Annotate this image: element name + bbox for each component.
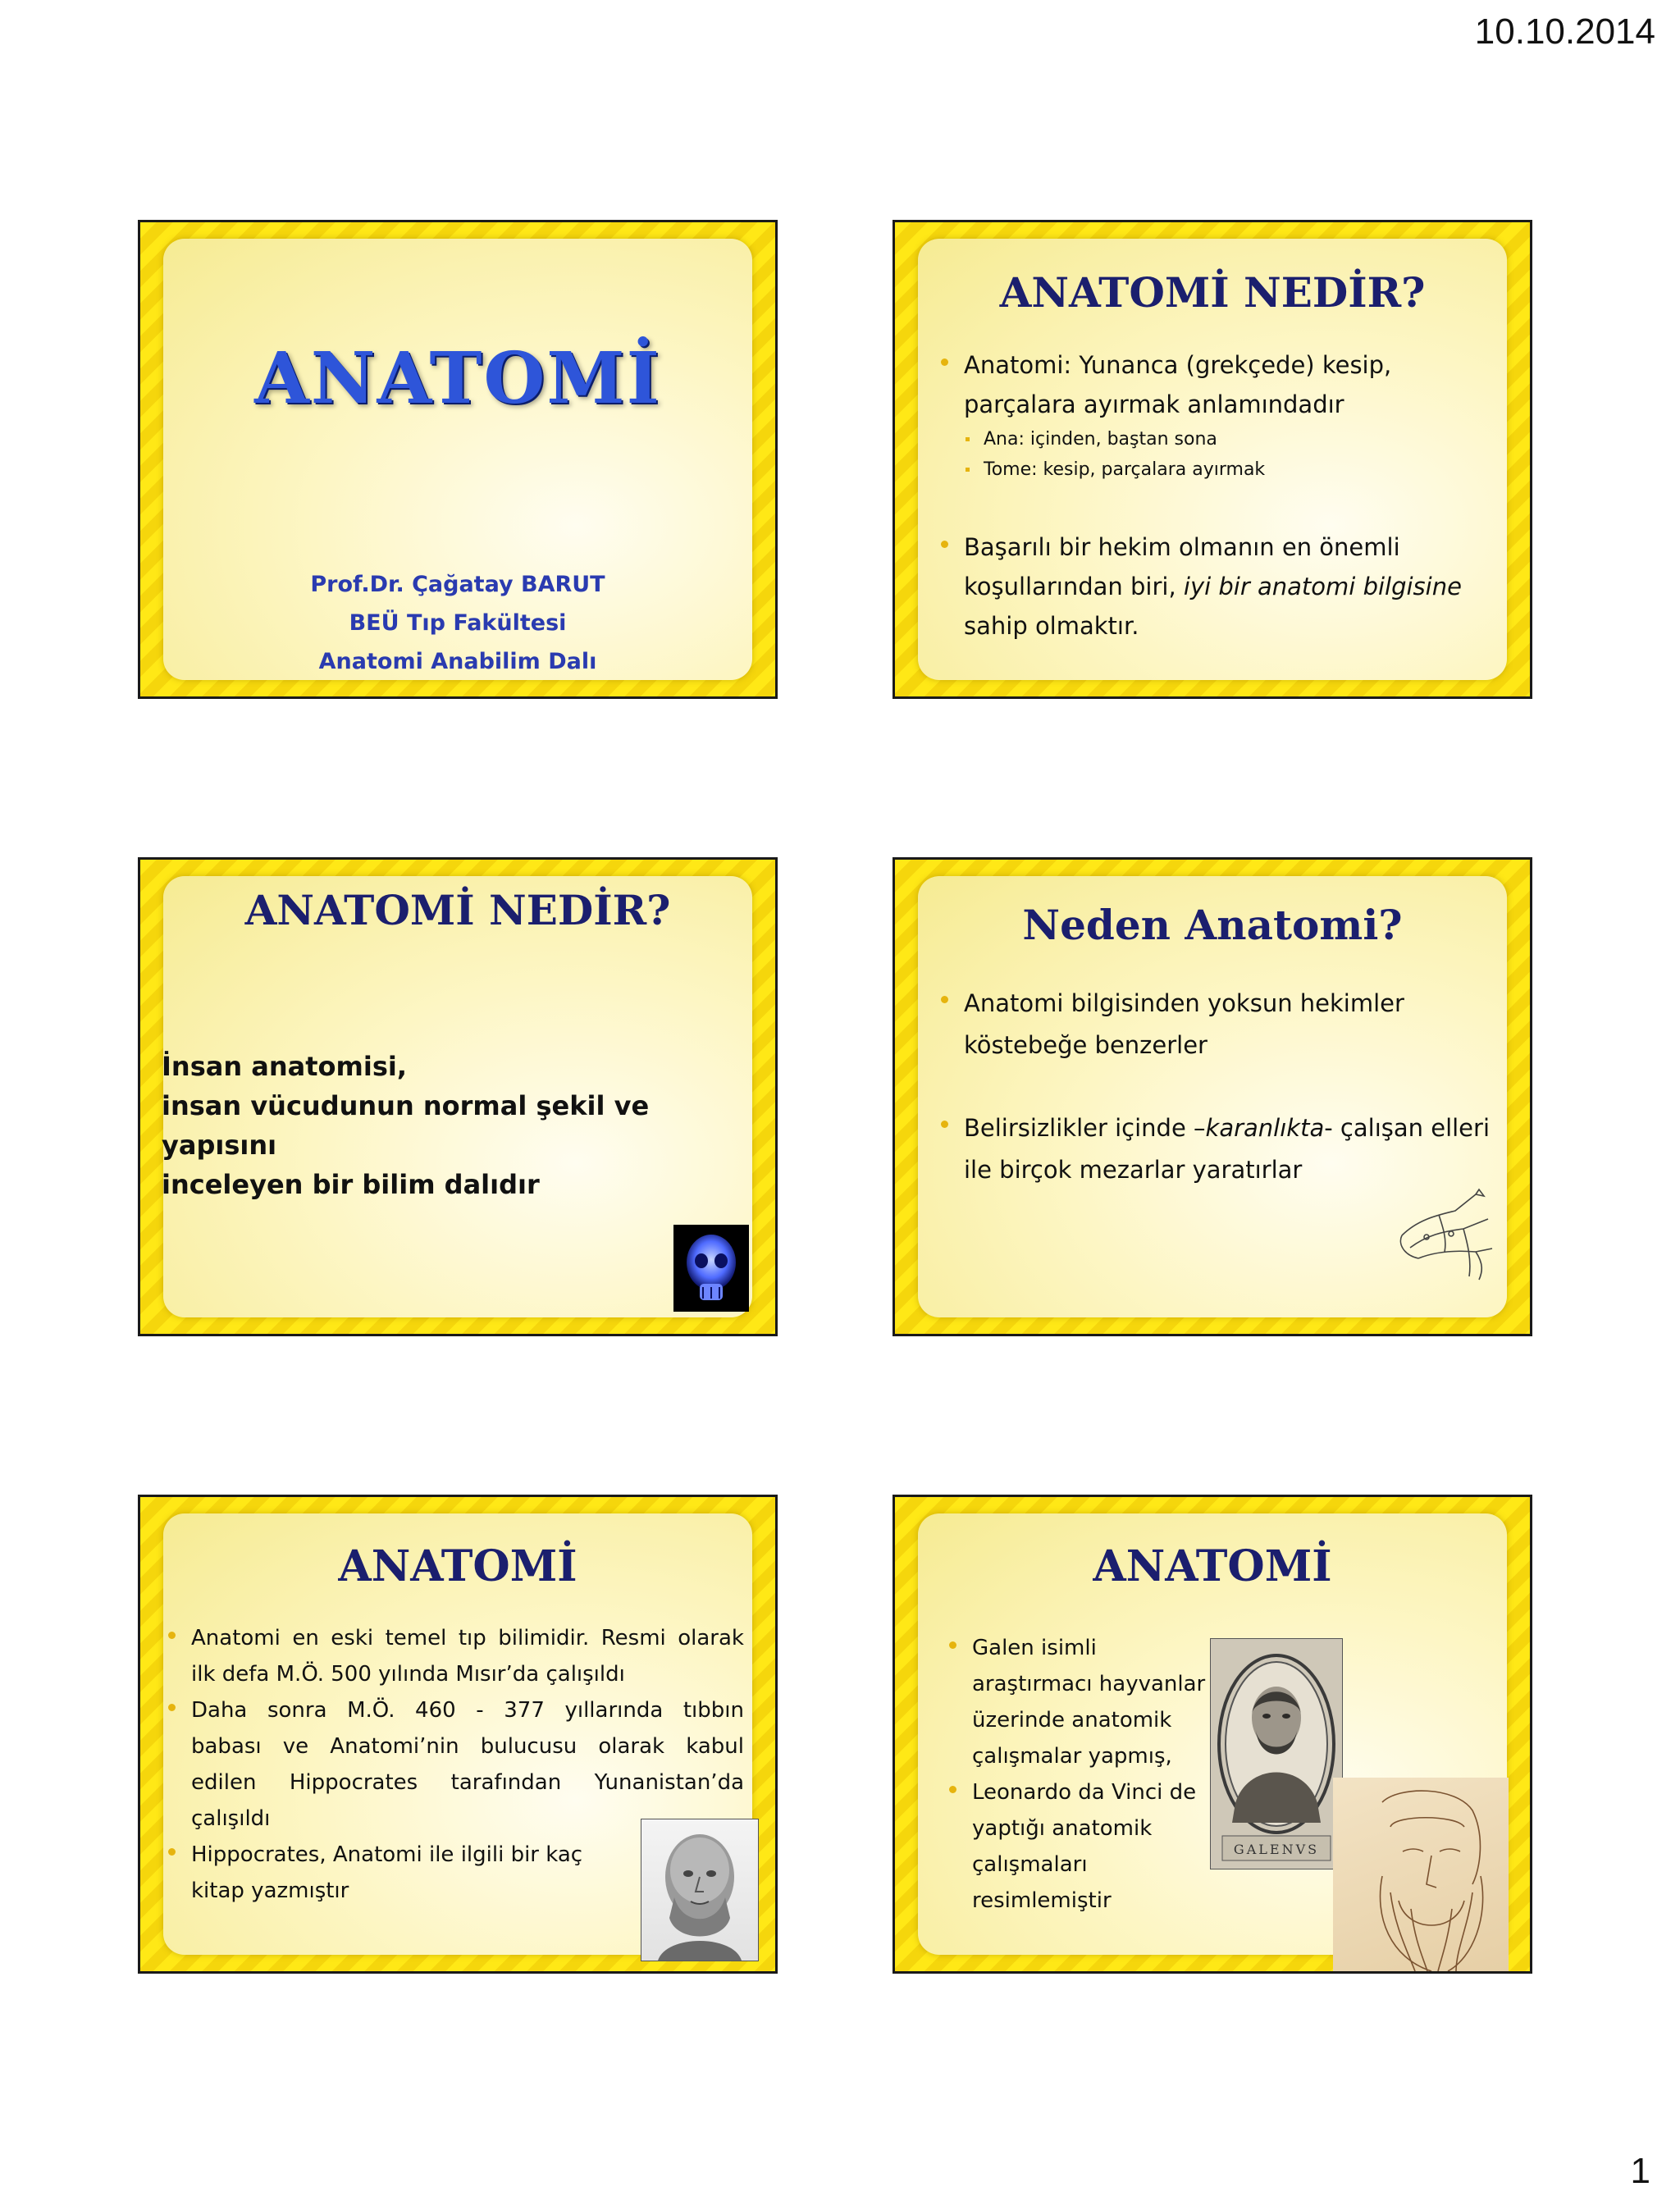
slide-3-body (162, 1047, 752, 1204)
bullet-text-part: - çalışan elleri (1324, 1114, 1491, 1142)
slide-4-content (939, 983, 1491, 1191)
bullet-text: Anatomi bilgisinden yoksun hekimler (964, 989, 1404, 1017)
bullet-text: ilk defa M.Ö. 500 yılında Mısır’da çalışıldı (191, 1662, 625, 1687)
bullet-text (964, 567, 1487, 606)
bullet-item (947, 1774, 1218, 1919)
bullet-item (947, 1630, 1218, 1774)
bullet-text: Anatomi: Yunanca (grekçede) kesip, (964, 351, 1392, 379)
page-number: 1 (1630, 2151, 1650, 2191)
author-department: Anatomi Anabilim Dalı (318, 649, 597, 674)
bullet-text: Başarılı bir hekim olmanın en önemli (964, 533, 1400, 561)
engraving-portrait-icon (1211, 1639, 1342, 1869)
skull-icon (673, 1225, 749, 1312)
slide-6-panel (918, 1513, 1507, 1955)
bullet-text: parçalara ayırmak anlamındadır (964, 390, 1344, 418)
slide-3-panel (163, 876, 752, 1317)
slide-6-title: ANATOMİ (1093, 1541, 1332, 1591)
body-line: İnsan anatomisi, (162, 1051, 407, 1082)
bullet-text: yaptığı anatomik (972, 1816, 1153, 1841)
sub-list (964, 424, 1487, 485)
bullet-item (167, 1620, 744, 1692)
body-line: insan vücudunun normal şekil ve yapısını (162, 1090, 650, 1161)
bullet-item (939, 1107, 1491, 1191)
page-date: 10.10.2014 (1474, 11, 1655, 52)
leonardo-self-portrait-image (1333, 1778, 1509, 1971)
bullet-text-italic: karanlıkta (1205, 1114, 1325, 1142)
bullet-item (939, 527, 1487, 646)
sketch-portrait-icon (1333, 1778, 1509, 1971)
hippocrates-bust-image (641, 1819, 759, 1961)
slide-1 (138, 220, 778, 699)
bullet-text: sahip olmaktır. (964, 612, 1139, 640)
slide-1-title: ANATOMİ (254, 337, 661, 420)
slide-3 (138, 857, 778, 1336)
slide-5-panel (163, 1513, 752, 1955)
slide-4 (892, 857, 1532, 1336)
bullet-text (964, 1107, 1491, 1149)
author-faculty: BEÜ Tıp Fakültesi (349, 610, 567, 636)
bullet-text: çalışmalar yapmış, (972, 1744, 1172, 1769)
bullet-text: araştırmacı hayvanlar (972, 1672, 1206, 1696)
bullet-text: edilen Hippocrates tarafından Yunanistan’da (191, 1770, 744, 1795)
bullet-item (939, 983, 1491, 1066)
author-name: Prof.Dr. Çağatay BARUT (310, 572, 605, 597)
bullet-text: Galen isimli (972, 1636, 1097, 1660)
slide-5 (138, 1495, 778, 1974)
bullet-text-part: Belirsizlikler içinde – (964, 1114, 1206, 1142)
slide-2-title: ANATOMİ NEDİR? (999, 268, 1426, 317)
slide-2-content (939, 345, 1487, 646)
bullet-text: ile birçok mezarlar yaratırlar (964, 1156, 1303, 1184)
bullet-text: Anatomi en eski temel tıp bilimidir. Resmi olarak (191, 1626, 744, 1650)
bullet-text-italic: iyi bir anatomi bilgisine (1183, 573, 1462, 600)
slide-6 (892, 1495, 1532, 1974)
sub-item: Ana: içinden, baştan sona (964, 424, 1487, 454)
bullet-item (167, 1692, 744, 1837)
slide-2 (892, 220, 1532, 699)
bullet-text: resimlemiştir (972, 1888, 1112, 1913)
anatomical-hand-sketch-icon (1394, 1186, 1500, 1283)
bullet-text: kitap yazmıştır (191, 1879, 349, 1903)
body-line: inceleyen bir bilim dalıdır (162, 1169, 540, 1200)
bullet-text: Hippocrates, Anatomi ile ilgili bir kaç (191, 1842, 583, 1867)
bullet-text: Leonardo da Vinci de (972, 1780, 1197, 1805)
slide-2-panel (918, 239, 1507, 680)
bullet-text: Daha sonra M.Ö. 460 - 377 yıllarında tıbbın (191, 1698, 744, 1723)
bullet-text: çalışmaları (972, 1852, 1088, 1877)
slide-1-author-block (163, 565, 752, 681)
galen-engraving-image (1210, 1638, 1343, 1869)
sub-item: Tome: kesip, parçalara ayırmak (964, 454, 1487, 485)
slide-6-content (947, 1630, 1218, 1919)
bust-portrait-icon (641, 1819, 758, 1961)
engraving-caption: GALENVS (1233, 1842, 1320, 1857)
slide-4-title: Neden Anatomi? (1022, 901, 1403, 949)
slide-5-title: ANATOMİ (338, 1541, 578, 1591)
bullet-text: babası ve Anatomi’nin bulucusu olarak kabul (191, 1734, 744, 1759)
slide-1-panel (163, 239, 752, 680)
bullet-text-part: koşullarından biri, (964, 573, 1184, 600)
skull-xray-image (673, 1225, 749, 1312)
slide-3-title: ANATOMİ NEDİR? (244, 886, 671, 934)
bullet-text: köstebeğe benzerler (964, 1031, 1208, 1059)
bullet-item (939, 345, 1487, 424)
bullet-text: çalışıldı (191, 1806, 271, 1831)
bullet-text: üzerinde anatomik (972, 1708, 1172, 1732)
slide-4-panel (918, 876, 1507, 1317)
